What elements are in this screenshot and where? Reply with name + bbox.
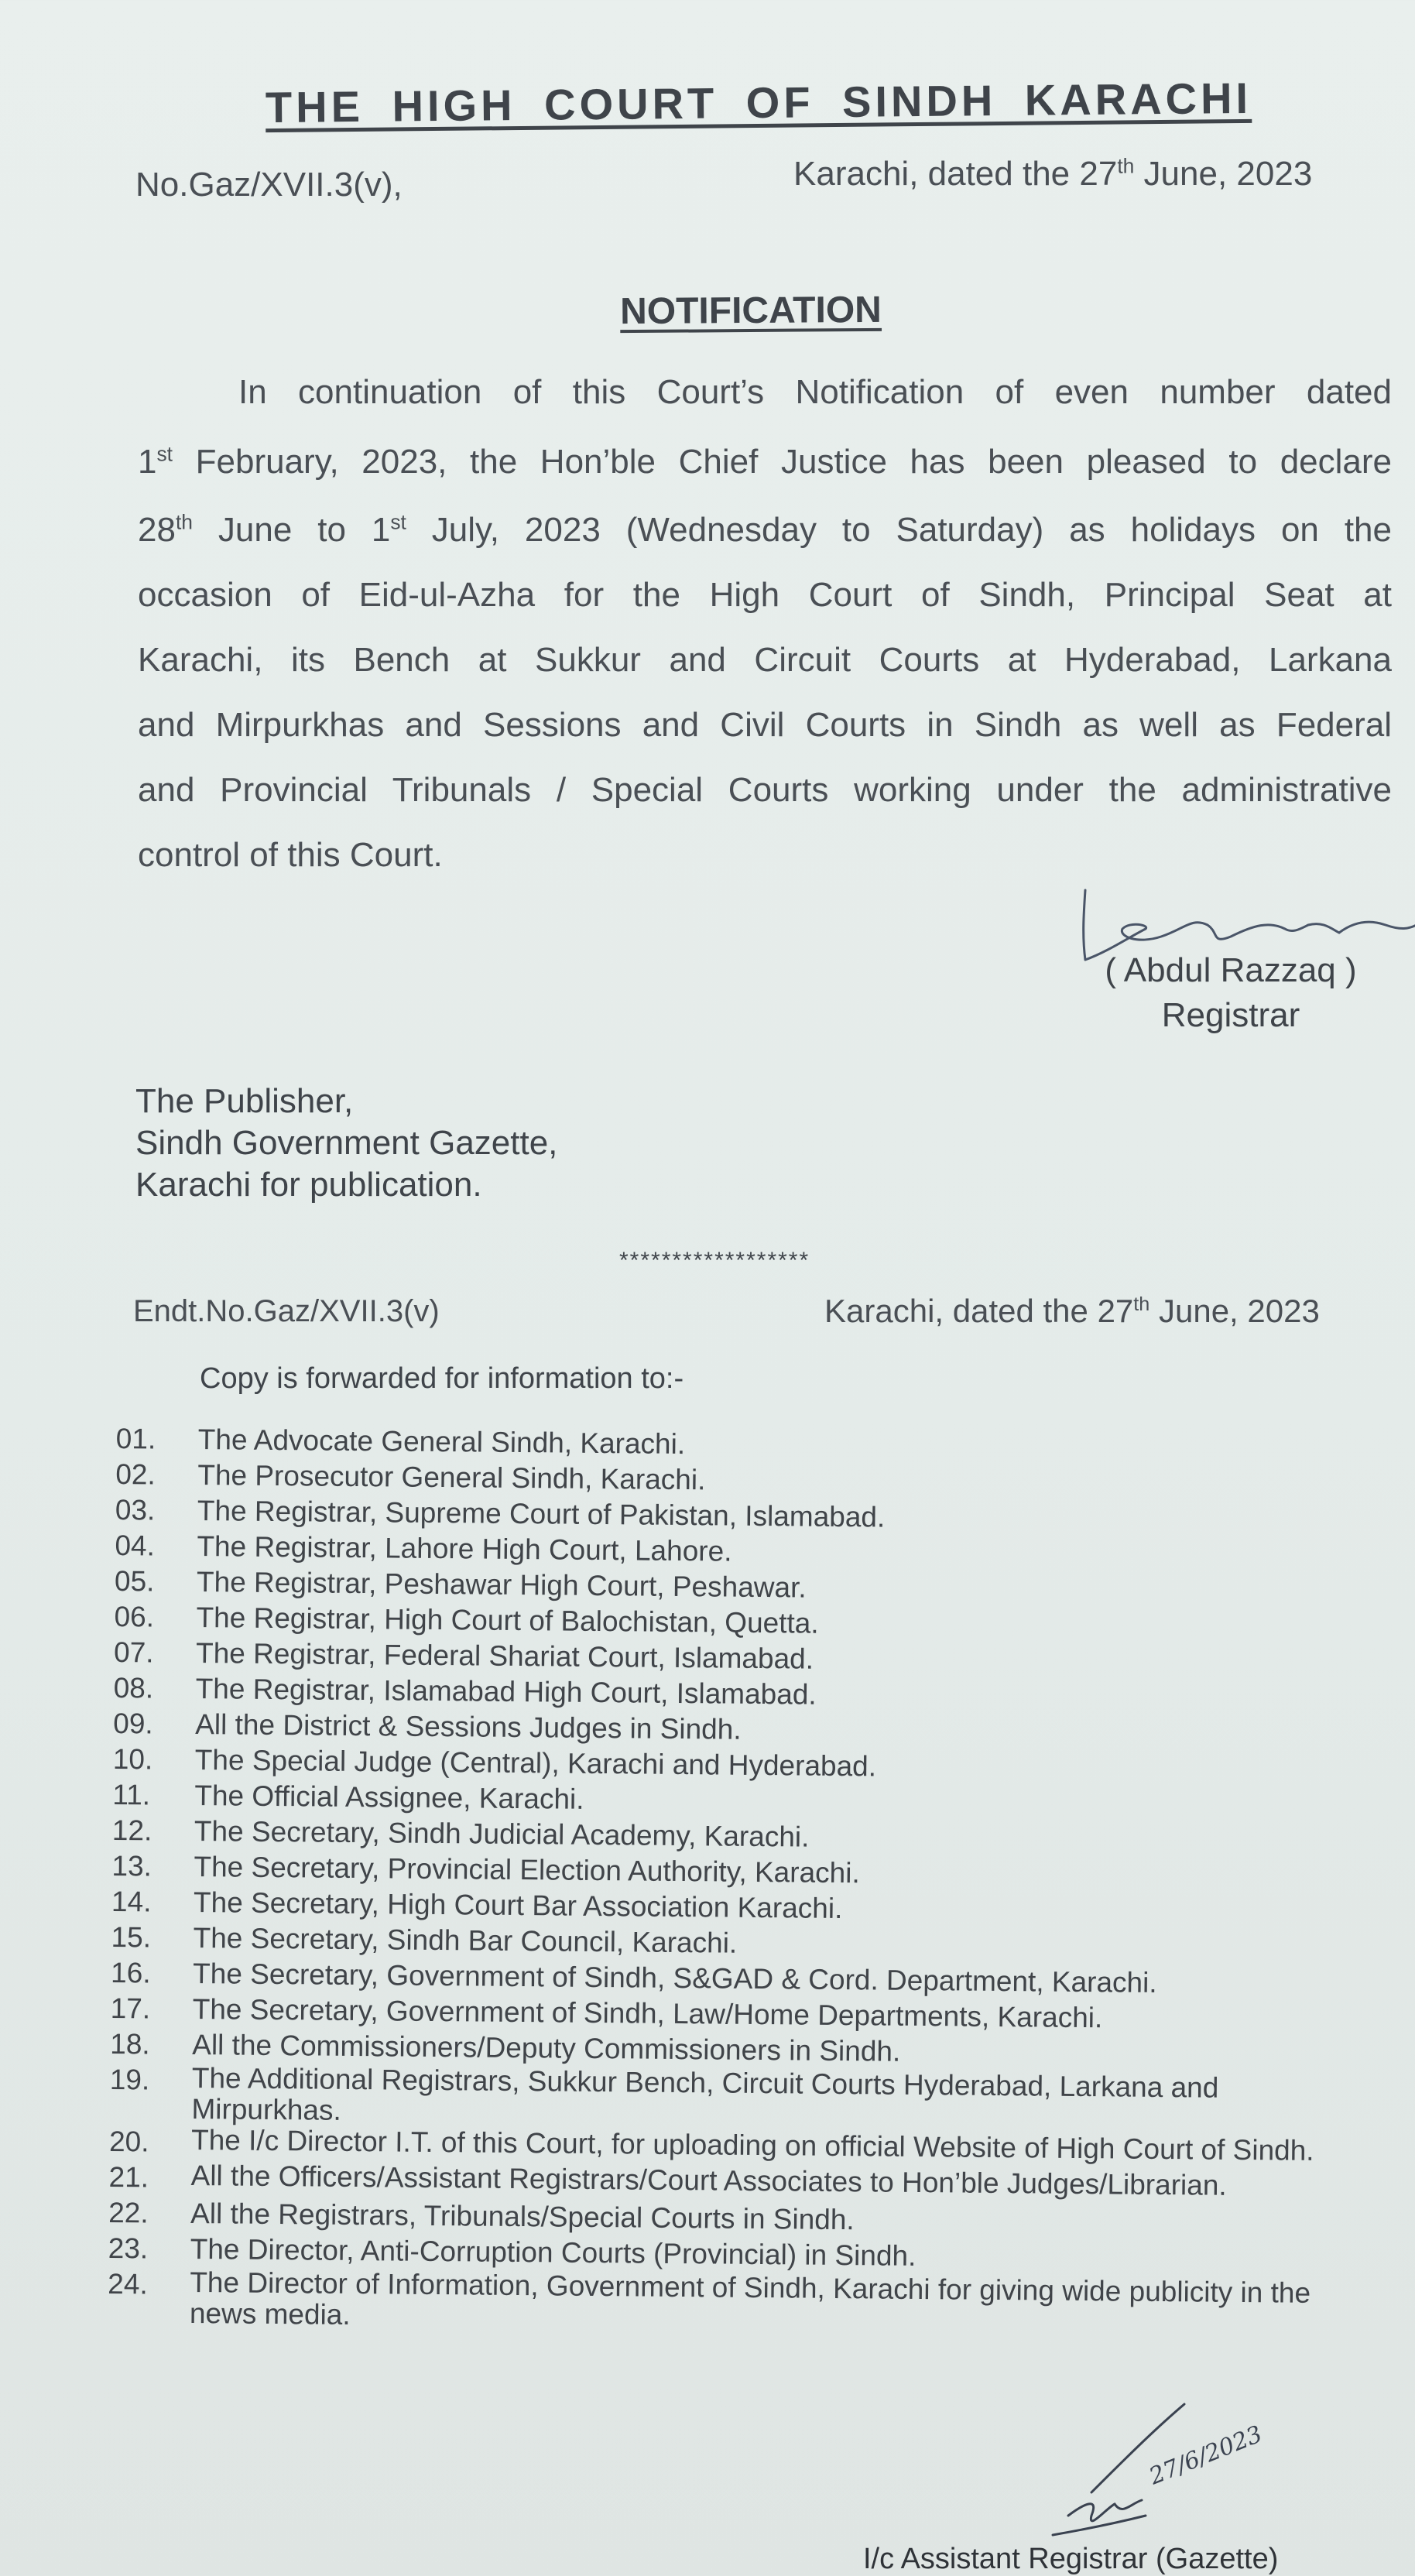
distribution-item-number: 22. — [108, 2196, 149, 2229]
distribution-item-number: 09. — [113, 1707, 153, 1740]
endorsement-number: Endt.No.Gaz/XVII.3(v) — [133, 1294, 440, 1328]
distribution-item-number: 15. — [111, 1920, 152, 1954]
distribution-item-text: The I/c Director I.T. of this Court, for uploading on official Website of High Court of Sindh. — [190, 2123, 1314, 2167]
distribution-item-text: All the Officers/Assistant Registrars/Court Associates to Hon’ble Judges/Librarian. — [190, 2159, 1227, 2201]
notification-body — [138, 373, 1392, 895]
date-suffix: th — [1117, 154, 1135, 178]
endorsement-date — [824, 1293, 1320, 1330]
date-rest: June, 2023 — [1134, 155, 1313, 193]
distribution-item-text: The Registrar, Supreme Court of Pakistan, Islamabad. — [197, 1495, 886, 1533]
distribution-item-text: The Official Assignee, Karachi. — [194, 1779, 584, 1815]
distribution-item-number: 16. — [110, 1956, 151, 1989]
distribution-item-text: The Registrar, High Court of Balochistan, Quetta. — [196, 1601, 819, 1639]
notification-body-line: 28th June to 1st July, 2023 (Wednesday to Saturday) as holidays on the — [138, 510, 1392, 549]
distribution-item-text: The Director, Anti-Corruption Courts (Provincial) in Sindh. — [190, 2232, 916, 2272]
distribution-item-number: 06. — [114, 1600, 155, 1633]
distribution-item-number: 21. — [108, 2160, 149, 2194]
notification-date — [793, 155, 1312, 194]
date-rest: June, 2023 — [1149, 1293, 1320, 1329]
date-text: Karachi, dated the 27 — [793, 155, 1118, 193]
distribution-item-text: The Additional Registrars, Sukkur Bench, Circuit Courts Hyderabad, Larkana and Mirpurkhas. — [191, 2061, 1219, 2126]
signatory-name: ( Abdul Razzaq ) — [1105, 951, 1357, 989]
separator-stars: ****************** — [619, 1248, 810, 1273]
copy-intro: Copy is forwarded for information to:- — [200, 1362, 684, 1395]
notification-body-line: 1st February, 2023, the Hon’ble Chief Justice has been pleased to declare — [138, 442, 1392, 481]
footer-signatory: I/c Assistant Registrar (Gazette) — [863, 2543, 1279, 2575]
publisher-line: Karachi for publication. — [135, 1166, 482, 1204]
distribution-item-number: 17. — [110, 1992, 151, 2025]
distribution-item-text: The Secretary, High Court Bar Association Karachi. — [193, 1886, 843, 1925]
publisher-line: The Publisher, — [135, 1082, 354, 1120]
distribution-item-text: The Registrar, Federal Shariat Court, Islamabad. — [195, 1637, 814, 1675]
publisher-line: Sindh Government Gazette, — [135, 1124, 558, 1162]
signatory-designation: Registrar — [1161, 996, 1300, 1034]
distribution-list — [108, 1421, 1355, 2340]
date-text: Karachi, dated the 27 — [824, 1293, 1134, 1329]
distribution-item-text: The Registrar, Peshawar High Court, Peshawar. — [196, 1566, 807, 1604]
notification-heading: NOTIFICATION — [619, 289, 882, 333]
distribution-item-text: All the Commissioners/Deputy Commissioners in Sindh. — [192, 2028, 901, 2067]
notification-body-line: In continuation of this Court’s Notification of even number dated — [238, 373, 1392, 411]
distribution-item — [108, 2266, 1347, 2340]
distribution-item-text: The Prosecutor General Sindh, Karachi. — [197, 1459, 706, 1496]
distribution-item-number: 23. — [108, 2232, 149, 2265]
distribution-item-number: 12. — [111, 1814, 152, 1847]
distribution-item-number: 05. — [114, 1564, 155, 1598]
distribution-item-number: 08. — [113, 1671, 154, 1704]
distribution-item-number: 24. — [108, 2267, 148, 2300]
distribution-item-number: 19. — [109, 2063, 150, 2096]
court-title: THE HIGH COURT OF SINDH KARACHI — [265, 73, 1252, 132]
notification-body-line: occasion of Eid-ul-Azha for the High Court of Sindh, Principal Seat at — [138, 576, 1392, 614]
notification-body-line: Karachi, its Bench at Sukkur and Circuit Courts at Hyderabad, Larkana — [138, 641, 1392, 679]
reference-number: No.Gaz/XVII.3(v), — [135, 166, 403, 204]
initials-date: 27/6/2023 — [1145, 2420, 1266, 2491]
distribution-item-text: The Registrar, Lahore High Court, Lahore. — [197, 1530, 732, 1567]
distribution-item-number: 14. — [111, 1885, 152, 1918]
distribution-item-number: 13. — [111, 1849, 152, 1882]
distribution-item-number: 18. — [110, 2027, 150, 2060]
distribution-item-text: The Director of Information, Government of Sindh, Karachi for giving wide publicity in the news media. — [189, 2266, 1311, 2331]
distribution-item-text: The Registrar, Islamabad High Court, Islamabad. — [195, 1673, 817, 1711]
notification-body-line: and Provincial Tribunals / Special Courts working under the administrative — [138, 771, 1392, 809]
distribution-item-text: The Secretary, Government of Sindh, S&GAD & Cord. Department, Karachi. — [192, 1957, 1157, 1999]
distribution-item-number: 20. — [108, 2125, 149, 2158]
handwritten-initials — [1037, 2400, 1285, 2554]
distribution-item-number: 04. — [115, 1529, 156, 1562]
publisher-address — [135, 1081, 557, 1206]
distribution-item-text: The Advocate General Sindh, Karachi. — [197, 1423, 686, 1461]
distribution-item-number: 01. — [115, 1422, 156, 1455]
distribution-item-number: 07. — [113, 1636, 154, 1669]
distribution-item-text: The Secretary, Government of Sindh, Law/Home Departments, Karachi. — [192, 1992, 1103, 2034]
notification-body-line: and Mirpurkhas and Sessions and Civil Courts in Sindh as well as Federal — [138, 706, 1392, 744]
notification-body-line: control of this Court. — [138, 836, 443, 874]
distribution-item-number: 03. — [115, 1493, 156, 1526]
date-suffix: th — [1133, 1293, 1150, 1315]
distribution-item-number: 11. — [112, 1778, 151, 1811]
distribution-item-text: The Secretary, Sindh Judicial Academy, Karachi. — [194, 1814, 810, 1853]
signatory-block — [1068, 948, 1393, 1038]
distribution-item-text: All the Registrars, Tribunals/Special Courts in Sindh. — [190, 2197, 855, 2236]
distribution-item-number: 02. — [115, 1458, 156, 1491]
distribution-item-text: The Secretary, Sindh Bar Council, Karachi. — [193, 1921, 738, 1959]
distribution-item-number: 10. — [112, 1742, 153, 1776]
distribution-item-text: The Secretary, Provincial Election Authority, Karachi. — [194, 1850, 860, 1889]
distribution-item-text: All the District & Sessions Judges in Sindh. — [195, 1708, 742, 1745]
distribution-item-text: The Special Judge (Central), Karachi and Hyderabad. — [194, 1743, 877, 1783]
